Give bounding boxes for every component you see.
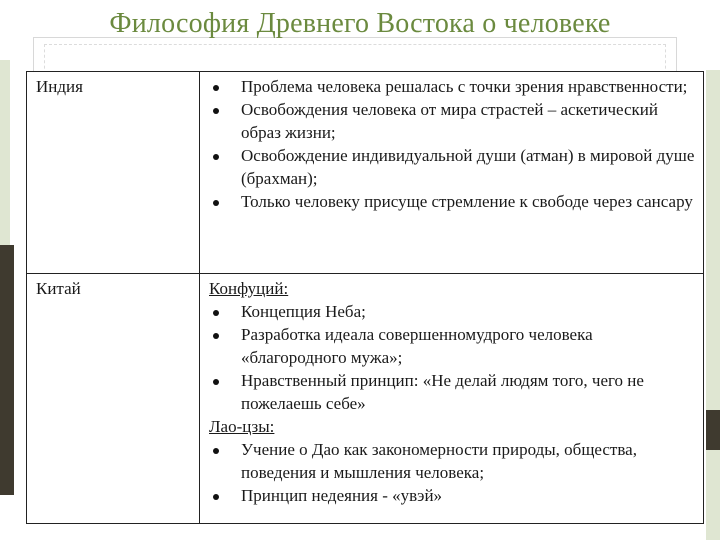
decor-right-dark-strip <box>706 410 720 450</box>
country-cell <box>27 274 200 524</box>
decor-left-light-strip <box>0 60 10 245</box>
country-cell <box>27 72 200 274</box>
list-item: Освобождение индивидуальной души (атман) в мировой душе (брахман); <box>209 144 697 190</box>
list-item: Учение о Дао как закономерности природы, общества, поведения и мышления человека; <box>209 438 697 484</box>
decor-right-strip <box>706 70 720 540</box>
ideas-list <box>209 438 697 507</box>
slide-title: Философия Древнего Востока о человеке <box>109 8 611 39</box>
list-item: Нравственный принцип: «Не делай людям того, чего не пожелаешь себе» <box>209 369 697 415</box>
decor-left-dark-strip <box>0 245 14 495</box>
ideas-cell <box>200 274 704 524</box>
list-item: Освобождения человека от мира страстей – аскетический образ жизни; <box>209 98 697 144</box>
list-item: Принцип недеяния - «увэй» <box>209 484 697 507</box>
background-placeholder <box>44 44 666 74</box>
table-row-india <box>27 72 704 274</box>
list-item: Только человеку присуще стремление к свободе через сансару <box>209 190 697 213</box>
ideas-list <box>209 300 697 415</box>
school-heading-confucius: Конфуций: <box>209 279 289 298</box>
philosophy-table <box>26 71 704 524</box>
country-name: Индия <box>36 77 83 96</box>
table-row-china <box>27 274 704 524</box>
list-item: Проблема человека решалась с точки зрения нравственности; <box>209 75 697 98</box>
school-heading-laozi: Лао-цзы: <box>209 417 275 436</box>
country-name: Китай <box>36 279 81 298</box>
list-item: Концепция Неба; <box>209 300 697 323</box>
list-item: Разработка идеала совершенномудрого человека «благородного мужа»; <box>209 323 697 369</box>
ideas-cell <box>200 72 704 274</box>
ideas-list <box>209 75 697 213</box>
